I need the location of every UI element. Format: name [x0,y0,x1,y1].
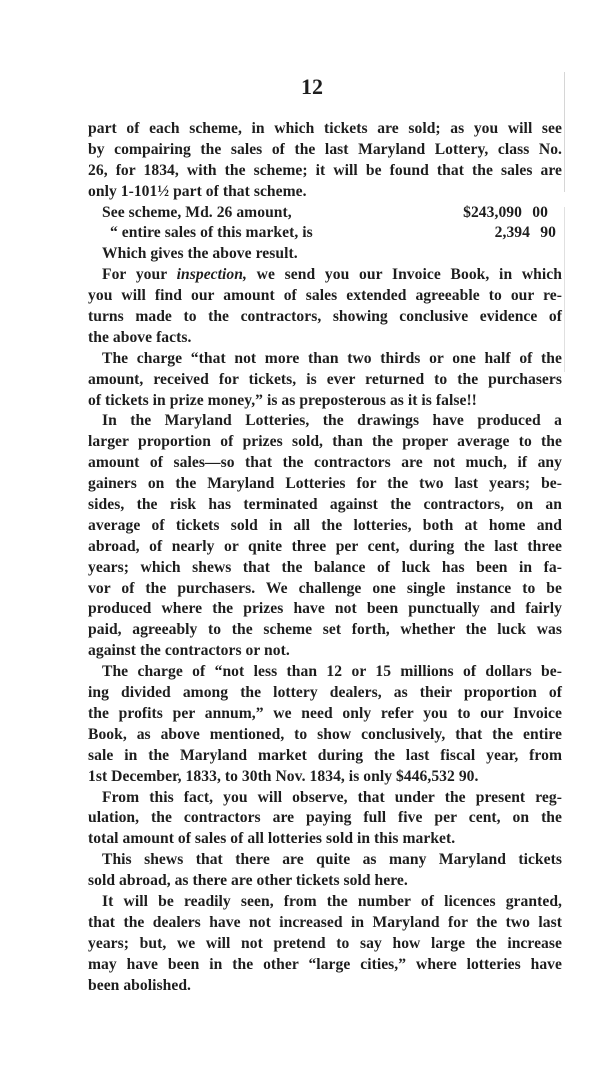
text-line [88,767,562,788]
text-run: years; but, we will not pretend to say how large the increase [88,934,562,952]
text-line [88,349,562,370]
amount-row [88,223,562,244]
text-line [88,788,562,809]
paragraph [88,850,562,892]
text-line [88,391,562,412]
text-line [88,871,562,892]
text-line [88,328,562,349]
paragraph [88,244,562,265]
text-run: larger proportion of prizes sold, than the proper average to the [88,433,562,451]
paragraph [88,892,562,996]
paragraph [88,119,562,203]
text-line [88,641,562,662]
text-line [88,182,562,203]
text-line [88,976,562,997]
text-line [88,495,562,516]
text-line [88,119,562,140]
text-run: the above facts. [88,328,192,346]
amount-row [88,203,562,224]
text-run: 26, for 1834, with the scheme; it will be found that the sales are [88,161,562,179]
text-run: sides, the risk has terminated against the contractors, on an [88,496,562,514]
paragraph [88,265,562,349]
text-line [88,599,562,620]
text-line [88,662,562,683]
amount-dollars: $243,090 [463,203,522,221]
text-run: years; which shews that the balance of luck has been in fa- [88,558,562,576]
text-line [88,579,562,600]
page-number: 12 [301,74,323,99]
text-run: gainers on the Maryland Lotteries for the two last years; be- [88,475,562,493]
text-run: paid, agreeably to the scheme set forth, whether the luck was [88,621,562,639]
text-run: produced where the prizes have not been punctually and fairly [88,600,562,618]
text-run: The charge “that not more than two thirds or one half of the [102,349,562,367]
text-line [88,746,562,767]
text-line [88,307,562,328]
text-line [88,244,562,265]
amount-label: See scheme, Md. 26 amount, [102,203,292,221]
text-run: From this fact, you will observe, that under the present reg- [102,788,562,806]
margin-rule [564,72,565,372]
text-line [88,370,562,391]
text-run: abroad, of nearly or qnite three per cent, during the last three [88,537,562,555]
text-line [88,683,562,704]
paragraph [88,662,562,787]
text-run: average of tickets sold in all the lotteries, both at home and [88,516,562,534]
text-line [88,892,562,913]
text-run: total amount of sales of all lotteries sold in this market. [88,830,456,848]
text-run: This shews that there are quite as many Maryland tickets [102,851,562,869]
text-run: 1st December, 1833, to 30th Nov. 1834, is only $446,532 90. [88,767,479,785]
text-run: turns made to the contractors, showing conclusive evidence of [88,308,562,326]
text-run: against the contractors or not. [88,642,290,660]
text-run: It will be readily seen, from the number of licences granted, [102,892,562,910]
text-line [88,808,562,829]
text-run: been abolished. [88,976,192,994]
text-line [88,265,562,286]
paragraph [88,788,562,851]
text-line [88,829,562,850]
text-run: sold abroad, as there are other tickets sold here. [88,872,408,890]
text-line [88,934,562,955]
body-text [88,119,562,996]
text-line [88,474,562,495]
text-line [88,850,562,871]
amount-cents: 90 [540,224,556,242]
text-line [88,161,562,182]
text-run: only 1-101½ part of that scheme. [88,182,307,200]
text-run: amount of sales—so that the contractors are not much, if any [88,454,562,472]
text-run: part of each scheme, in which tickets are sold; as you will see [88,120,562,137]
paragraph [88,411,562,662]
italic-text-run: inspection, [176,266,247,284]
text-run: Book, as above mentioned, to show conclusively, that the entire [88,725,562,743]
text-line [88,516,562,537]
text-run: vor of the purchasers. We challenge one single instance to be [88,579,562,597]
paragraph [88,349,562,412]
text-run: by compairing the sales of the last Maryland Lottery, class No. [88,140,562,158]
text-run: the profits per annum,” we need only refer you to our Invoice [88,704,562,722]
text-line [88,558,562,579]
text-run: ing divided among the lottery dealers, as their proportion of [88,684,562,702]
text-line [88,432,562,453]
text-line [88,725,562,746]
text-run: of tickets in prize money,” is as preposterous as it is false!! [88,391,477,409]
text-run: ulation, the contractors are paying full five per cent, on the [88,809,562,827]
text-line [88,955,562,976]
text-line [88,411,562,432]
text-line [88,620,562,641]
text-run: The charge of “not less than 12 or 15 millions of dollars be- [102,663,562,681]
text-line [88,140,562,161]
text-line [88,913,562,934]
amount-cents: 00 [532,203,548,221]
text-line [88,704,562,725]
text-run: Which gives the above result. [102,245,298,263]
text-line [88,286,562,307]
text-run: you will find our amount of sales extended agreeable to our re- [88,287,562,305]
text-run: In the Maryland Lotteries, the drawings have produced a [102,412,562,430]
amount-dollars: 2,394 [494,224,530,242]
text-run: that the dealers have not increased in Maryland for the two last [88,913,562,931]
text-line [88,537,562,558]
text-run: amount, received for tickets, is ever returned to the purchasers [88,370,562,388]
amount-label: “ entire sales of this market, is [110,224,313,242]
text-run: may have been in the other “large cities,” where lotteries have [88,955,562,973]
text-run: we send you our Invoice Book, in which [246,266,562,284]
text-line [88,453,562,474]
text-run: sale in the Maryland market during the last fiscal year, from [88,746,562,764]
text-run: For your [102,266,177,284]
